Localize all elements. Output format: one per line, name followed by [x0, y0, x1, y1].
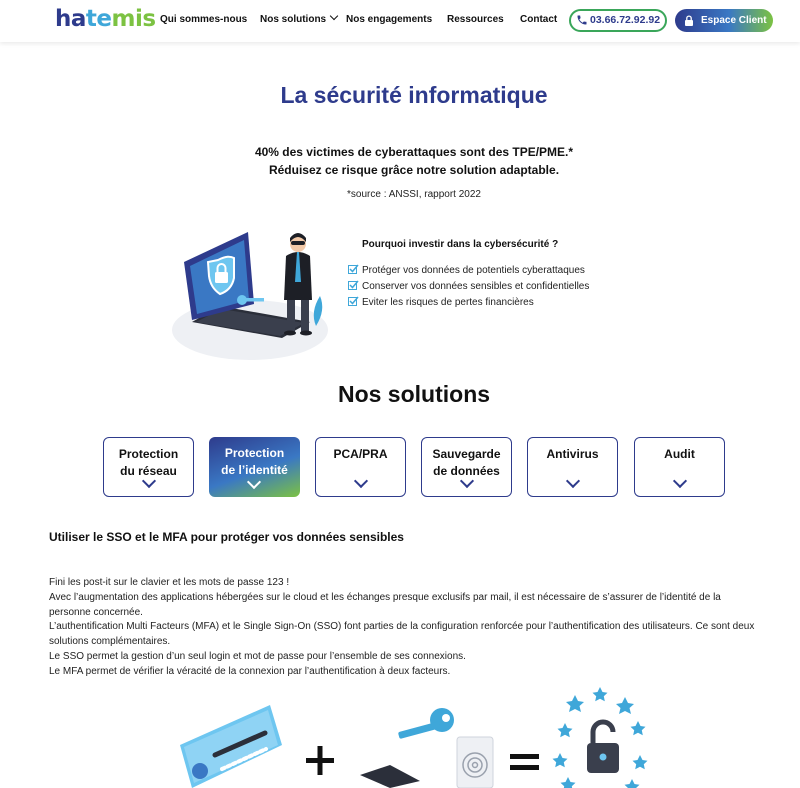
paragraph: L’authentification Multi Facteurs (MFA) et le Single Sign-On (SSO) font parties de la configuration renforcée pour l’authentification des utilisateurs. Ce sont deux solutions complémentaires.	[49, 621, 755, 648]
paragraph: Le SSO permet la gestion d’un seul login et mot de passe pour l’ensemble de ses connexions.	[49, 650, 466, 662]
chevron-down-icon	[330, 12, 338, 20]
paragraph: Fini les post-it sur le clavier et les mots de passe 123 !	[49, 577, 290, 588]
stat-line-1: 40% des victimes de cyberattaques sont des TPE/PME.*	[254, 145, 574, 159]
tab-sauvegarde-donnees[interactable]: Sauvegarde de données	[421, 437, 512, 497]
check-icon	[348, 296, 359, 306]
section-title: Utiliser le SSO et le MFA pour protéger vos données sensibles	[49, 530, 404, 544]
nav-contact[interactable]: Contact	[520, 14, 558, 25]
login-card-icon	[180, 705, 282, 788]
site-header	[0, 0, 800, 42]
nav-nos-engagements[interactable]: Nos engagements	[346, 14, 433, 25]
phone-button[interactable]: 03.66.72.92.92	[569, 9, 667, 32]
check-icon	[348, 280, 359, 290]
lock-icon	[684, 15, 694, 26]
why-item: Conserver vos données sensibles et confidentielles	[348, 280, 589, 292]
tab-antivirus[interactable]: Antivirus	[527, 437, 618, 497]
stat-line-2: Réduisez ce risque grâce notre solution adaptable.	[268, 163, 560, 177]
nav-nos-solutions[interactable]: Nos solutions	[260, 14, 337, 25]
cybersecurity-illustration	[170, 222, 330, 364]
sso-mfa-illustration	[170, 685, 660, 788]
solutions-title: Nos solutions	[337, 381, 491, 407]
why-item: Eviter les risques de pertes financières	[348, 296, 534, 308]
key-icon	[398, 708, 454, 739]
section-body	[49, 576, 759, 680]
paragraph: Le MFA permet de vérifier la véracité de la connexion par l’authentification à deux facteurs.	[49, 665, 451, 677]
nav-qui-sommes-nous[interactable]: Qui sommes-nous	[160, 14, 248, 25]
page-title: La sécurité informatique	[280, 82, 548, 108]
espace-client-button[interactable]: Espace Client	[675, 9, 773, 32]
chevron-down-icon	[673, 474, 687, 488]
why-title: Pourquoi investir dans la cybersécurité ?	[362, 239, 559, 250]
nav-ressources[interactable]: Ressources	[447, 14, 504, 25]
why-item: Protéger vos données de potentiels cyberattaques	[348, 264, 585, 276]
tab-protection-reseau[interactable]: Protection du réseau	[103, 437, 194, 497]
tab-audit[interactable]: Audit	[634, 437, 725, 497]
chevron-down-icon	[566, 474, 580, 488]
hatemis-logo[interactable]: hatemis	[55, 6, 156, 32]
phone-icon	[576, 14, 588, 26]
unlocked-padlock-icon	[587, 722, 619, 773]
paragraph: Avec l’augmentation des applications hébergées sur le cloud et les échanges presque exclusifs par mail, il est nécessaire de s’assurer de l’identité de la personne concernée.	[49, 591, 721, 618]
chevron-down-icon	[354, 474, 368, 488]
tab-protection-identite[interactable]: Protection de l’identité	[209, 437, 300, 497]
check-icon	[348, 264, 359, 274]
tab-pca-pra[interactable]: PCA/PRA	[315, 437, 406, 497]
source-note: *source : ANSSI, rapport 2022	[347, 189, 481, 200]
